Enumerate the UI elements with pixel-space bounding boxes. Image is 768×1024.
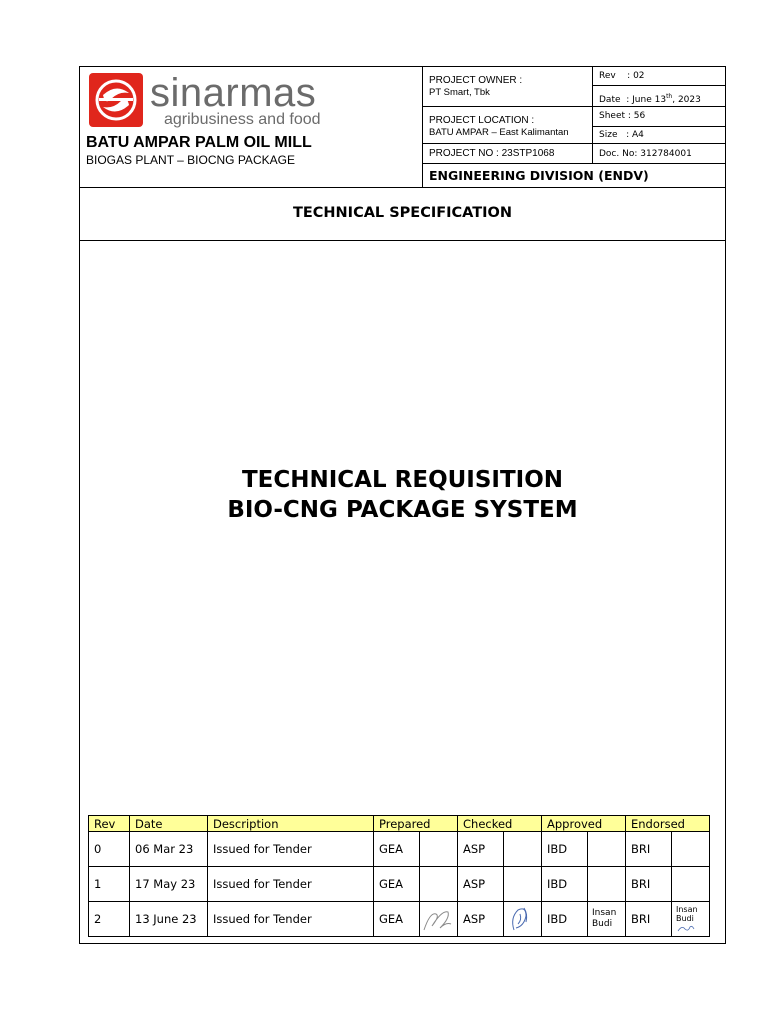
title-block-header <box>80 67 725 188</box>
doc-no-cell <box>593 144 725 164</box>
main-title-line-2: BIO-CNG PACKAGE SYSTEM <box>227 497 578 523</box>
date-value: : June 13 <box>626 95 667 105</box>
col-header-endorsed: Endorsed <box>626 816 710 832</box>
company-logo-area <box>80 67 423 187</box>
cell-date: 17 May 23 <box>130 867 208 902</box>
division-name: ENGINEERING DIVISION (ENDV) <box>429 168 649 183</box>
cell-date: 06 Mar 23 <box>130 832 208 867</box>
cell-rev: 0 <box>89 832 130 867</box>
endorsed-signer-name: Insan Budi <box>676 905 698 923</box>
date-cell <box>593 86 725 107</box>
sinarmas-logo-icon <box>89 73 143 127</box>
col-header-rev: Rev <box>89 816 130 832</box>
col-header-description: Description <box>208 816 374 832</box>
document-main-title <box>80 465 725 525</box>
project-owner-cell <box>423 67 593 107</box>
project-owner-label: PROJECT OWNER : <box>429 75 523 86</box>
mill-name: BATU AMPAR PALM OIL MILL <box>86 134 312 151</box>
cell-checked: ASP <box>458 832 504 867</box>
size-cell <box>593 127 725 144</box>
signature-bri-icon <box>676 923 696 933</box>
main-title-line-1: TECHNICAL REQUISITION <box>241 467 564 493</box>
rev-value: : 02 <box>627 71 645 81</box>
cell-date: 13 June 23 <box>130 902 208 937</box>
cell-prepared-sign <box>420 832 458 867</box>
approved-signer-name: Insan Budi <box>592 908 617 929</box>
cell-description: Issued for Tender <box>208 867 374 902</box>
cell-prepared-sign <box>420 902 458 937</box>
date-suffix: th <box>666 93 673 100</box>
cell-checked-sign <box>504 867 542 902</box>
document-frame <box>79 66 726 944</box>
cell-checked-sign <box>504 832 542 867</box>
cell-checked-sign <box>504 902 542 937</box>
size-value: : A4 <box>626 130 644 140</box>
cell-prepared: GEA <box>374 867 420 902</box>
sheet-cell <box>593 107 725 127</box>
cell-endorsed-sign <box>672 867 710 902</box>
cell-rev: 2 <box>89 902 130 937</box>
signature-gea-icon <box>420 904 454 934</box>
document-meta-column <box>593 67 725 164</box>
cell-endorsed: BRI <box>626 832 672 867</box>
cell-approved-sign <box>588 832 626 867</box>
rev-label: Rev <box>599 71 616 81</box>
cell-description: Issued for Tender <box>208 902 374 937</box>
size-label: Size <box>599 130 618 140</box>
col-header-approved: Approved <box>542 816 626 832</box>
table-row <box>89 867 710 902</box>
cell-approved: IBD <box>542 867 588 902</box>
project-location-value: BATU AMPAR – East Kalimantan <box>429 127 569 138</box>
cell-checked: ASP <box>458 867 504 902</box>
cell-approved-sign <box>588 902 626 937</box>
project-location-cell <box>423 107 593 144</box>
date-year: , 2023 <box>672 95 701 105</box>
project-no-label: PROJECT NO : <box>429 148 499 159</box>
col-header-prepared: Prepared <box>374 816 458 832</box>
table-row <box>89 832 710 867</box>
revision-table <box>88 815 710 937</box>
cell-endorsed-sign <box>672 832 710 867</box>
cell-description: Issued for Tender <box>208 832 374 867</box>
cell-prepared: GEA <box>374 902 420 937</box>
cell-approved-sign <box>588 867 626 902</box>
cell-rev: 1 <box>89 867 130 902</box>
cell-checked: ASP <box>458 902 504 937</box>
doc-no-value: 312784001 <box>640 149 692 159</box>
project-owner-value: PT Smart, Tbk <box>429 87 490 98</box>
cell-approved: IBD <box>542 902 588 937</box>
brand-name: sinarmas <box>150 71 317 115</box>
project-no-cell <box>423 144 593 164</box>
cell-endorsed-sign <box>672 902 710 937</box>
table-row <box>89 902 710 937</box>
rev-cell <box>593 67 725 86</box>
mill-subtitle: BIOGAS PLANT – BIOCNG PACKAGE <box>86 153 295 167</box>
brand-tagline: agribusiness and food <box>164 111 321 128</box>
col-header-date: Date <box>130 816 208 832</box>
col-header-checked: Checked <box>458 816 542 832</box>
project-location-label: PROJECT LOCATION : <box>429 115 535 126</box>
sheet-label: Sheet <box>599 111 626 121</box>
project-info-column <box>423 67 593 164</box>
cell-endorsed: BRI <box>626 867 672 902</box>
revision-header-row <box>89 816 710 832</box>
specification-title: TECHNICAL SPECIFICATION <box>80 188 725 241</box>
date-label: Date <box>599 95 621 105</box>
project-no-value: 23STP1068 <box>501 148 555 159</box>
sheet-value: : 56 <box>627 111 646 121</box>
doc-no-label: Doc. No: <box>599 149 638 159</box>
cell-approved: IBD <box>542 832 588 867</box>
cell-endorsed: BRI <box>626 902 672 937</box>
cell-prepared-sign <box>420 867 458 902</box>
signature-asp-icon <box>504 904 536 934</box>
cell-prepared: GEA <box>374 832 420 867</box>
